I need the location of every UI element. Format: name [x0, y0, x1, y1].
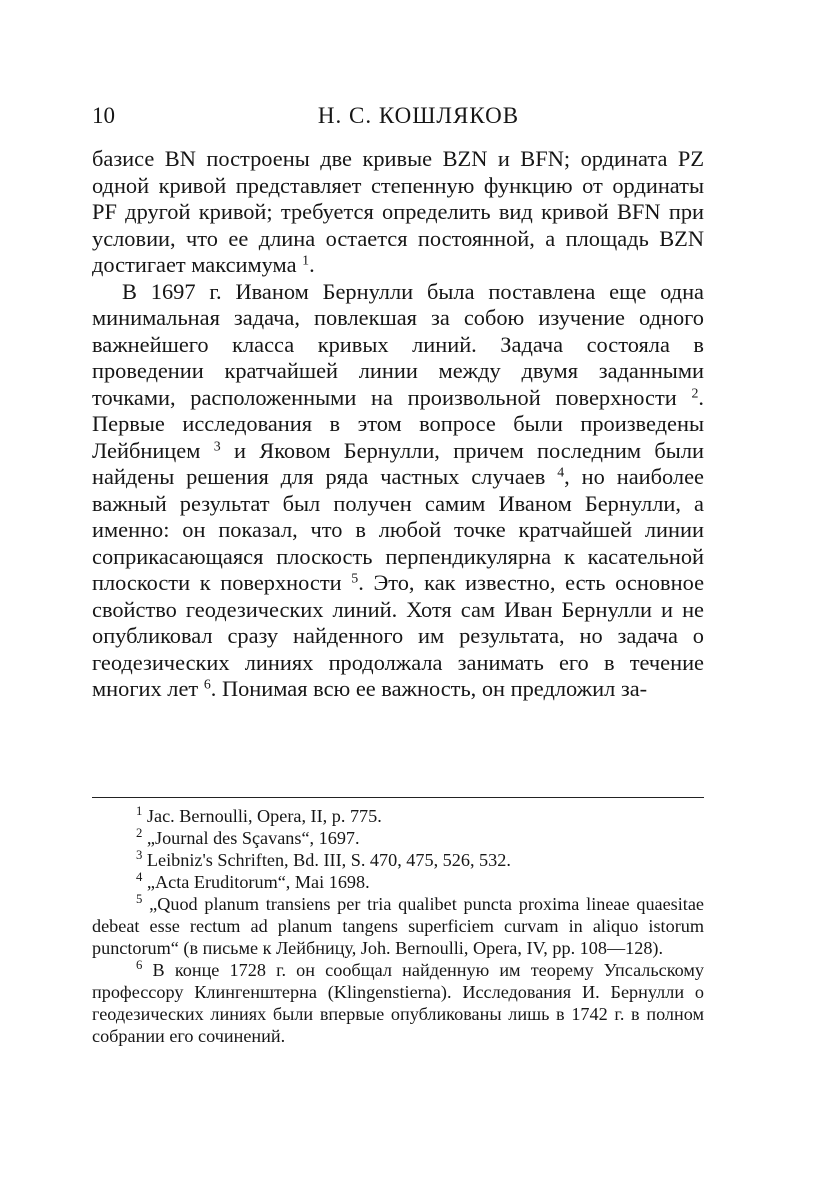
- running-title: Н. С. КОШЛЯКОВ: [317, 103, 520, 128]
- footnote-text-4: „Acta Eruditorum“, Mai 1698.: [146, 872, 370, 892]
- page-number: 10: [92, 103, 115, 128]
- footnote-mark-6: 6: [136, 958, 143, 972]
- paragraph-2-part-3: и Яковом Бернулли, причем последним были найдены решения для ряда частных случаев: [92, 437, 704, 489]
- paragraph-2: [92, 279, 704, 703]
- footnote-text-5: „Quod planum transiens per tria qualibet puncta proxima lineae quaesitae debeat esse rectum ad planum tangens superficiem curvam in aliquo istorum punctorum“ (в письме к Лейбницу, Joh. Bernoulli, Opera, IV, pp. 108—128).: [92, 894, 705, 958]
- paragraph-1-text: базисе BN построены две кривые BZN и BFN; ордината PZ одной кривой представляет степенную функцию от ординаты PF другой кривой; требуется определить вид кривой BFN при условии, что ее длина остается постоянной, а площадь BZN достигает максимума: [92, 146, 704, 277]
- footnote-mark-2: 2: [136, 826, 143, 840]
- footnote-ref-1[interactable]: 1: [302, 253, 310, 269]
- footnote-6: [92, 959, 704, 1047]
- footnotes: [92, 805, 704, 1047]
- footnote-text-3: Leibniz's Schriften, Bd. III, S. 470, 475, 526, 532.: [146, 850, 511, 870]
- footnote-ref-3[interactable]: 3: [213, 438, 221, 454]
- page-header: [92, 103, 705, 133]
- footnote-mark-5: 5: [136, 892, 143, 906]
- paragraph-2-part-4: , но наиболее важный результат был получен самим Иваном Бернулли, а именно: он показал, что в любой точке кратчайшей линии соприкасающаяся плоскость перпендикулярна к касательной плоскости к поверхности: [92, 464, 704, 595]
- paragraph-2-part-1: В 1697 г. Иваном Бернулли была поставлена еще одна минимальная задача, повлекшая за собою изучение одного важнейшего класса кривых линий. Задача состояла в проведении кратчайшей линии между двумя заданными точками, расположенными на произвольной поверхности: [92, 278, 704, 410]
- footnote-ref-6[interactable]: 6: [203, 677, 211, 693]
- footnote-divider: [92, 797, 704, 798]
- footnote-ref-2[interactable]: 2: [691, 385, 699, 401]
- paragraph-2-part-5: . Это, как известно, есть основное свойство геодезических линий. Хотя сам Иван Бернулли и не опубликовал сразу найденного им результата, но задача о геодезических линиях продолжала занимать его в течение многих лет: [92, 570, 705, 701]
- paragraph-1-end: .: [309, 252, 315, 277]
- main-text: [92, 146, 704, 703]
- footnote-ref-5[interactable]: 5: [351, 571, 359, 587]
- footnote-mark-1: 1: [136, 804, 143, 818]
- paragraph-1: [92, 146, 704, 279]
- footnote-1: [92, 805, 704, 827]
- footnote-text-6: В конце 1728 г. он сообщал найденную им теорему Упсальскому профессору Клингенштерна (Klingenstierna). Исследования И. Бернулли о геодезических линиях были впервые опубликованы лишь в 1742 г. в полном собрании его сочинений.: [92, 960, 705, 1046]
- footnote-4: [92, 871, 704, 893]
- footnote-2: [92, 827, 704, 849]
- paragraph-2-part-2: . Первые исследования в этом вопросе были произведены Лейбницем: [92, 384, 704, 463]
- footnote-5: [92, 893, 704, 959]
- footnote-text-2: „Journal des Sçavans“, 1697.: [146, 828, 360, 848]
- footnote-3: [92, 849, 704, 871]
- footnote-text-1: Jac. Bernoulli, Opera, II, p. 775.: [146, 806, 382, 826]
- footnote-mark-3: 3: [136, 848, 143, 862]
- paragraph-2-part-6: . Понимая всю ее важность, он предложил за-: [210, 676, 648, 701]
- footnote-ref-4[interactable]: 4: [557, 465, 565, 481]
- footnote-mark-4: 4: [136, 870, 143, 884]
